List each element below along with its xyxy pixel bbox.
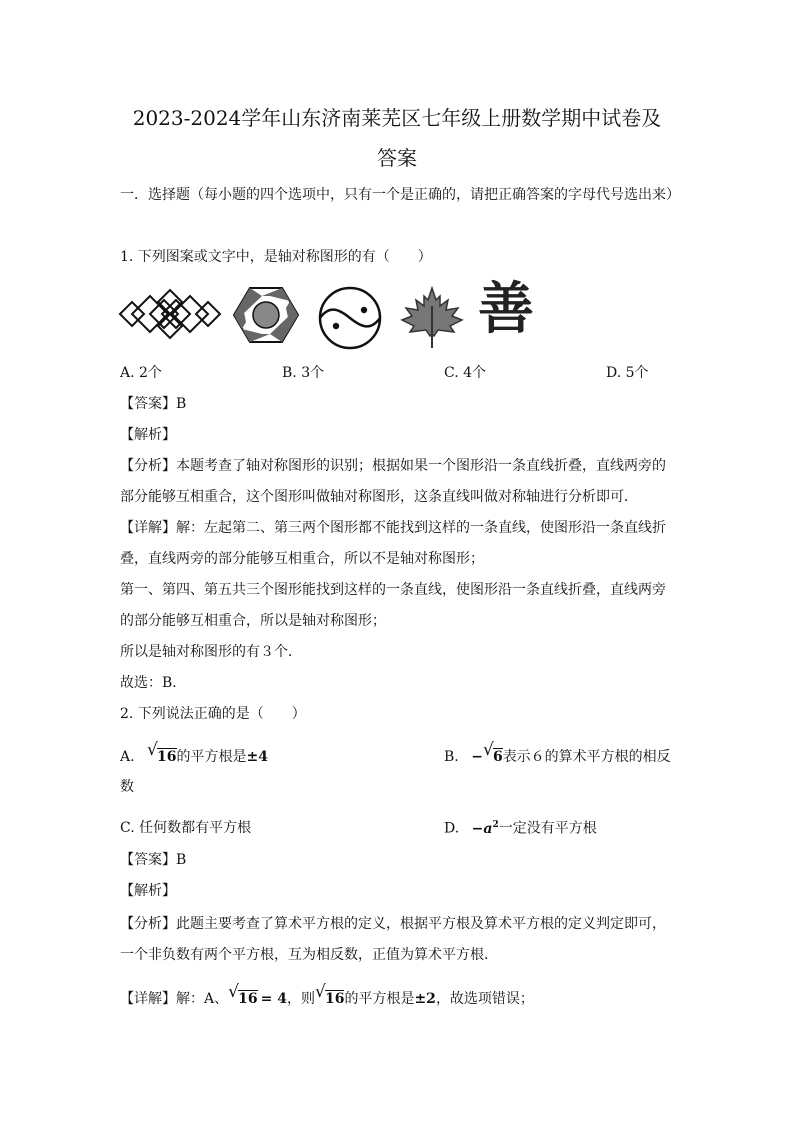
q1-stem: 1. 下列图案或文字中，是轴对称图形的有（ ） [120, 249, 432, 265]
q2-detail-radicand2: 16 [324, 991, 345, 1007]
q2-detail-mid: ，则 [286, 991, 315, 1007]
maple-leaf-figure [400, 286, 464, 350]
taiji-symbol-figure [316, 286, 384, 350]
q2-detail-end: ，故选项错误； [435, 991, 534, 1007]
q2-stem: 2. 下列说法正确的是（ ） [120, 706, 306, 722]
q2-option-d-text: 一定没有平方根 [498, 820, 597, 837]
q1-answer: 【答案】B [120, 396, 187, 412]
q2-option-d-prefix: D. [444, 820, 460, 837]
q2-detail-eq: = 4 [260, 991, 287, 1007]
q2-option-a-prefix: A. [120, 749, 135, 765]
section-heading: 一．选择题（每小题的四个选项中，只有一个是正确的，请把正确答案的字母代号选出来） [120, 187, 680, 203]
q2-detail-sqrt1: √ 16 [228, 982, 258, 1007]
chinese-character-figure: 善 [478, 277, 534, 342]
knot-pattern-figure [118, 286, 222, 342]
hexagon-pattern-figure [232, 286, 300, 344]
q1-detail-line4: 的部分能够互相重合，所以是轴对称图形； [120, 613, 386, 629]
q2-detail-radicand1: 16 [238, 991, 258, 1007]
q2-option-b-sqrt: √ 6 [482, 740, 503, 765]
q2-detail-prefix: 【详解】解：A、 [120, 991, 229, 1007]
q2-option-b-radicand: 6 [492, 749, 503, 765]
q1-fenxi-line1: 【分析】本题考查了轴对称图形的识别；根据如果一个图形沿一条直线折叠，直线两旁的 [120, 458, 666, 474]
q2-detail-sqrt2: √ 16 [314, 982, 345, 1007]
q1-detail-line2: 叠，直线两旁的部分能够互相重合，所以不是轴对称图形； [120, 551, 484, 567]
q2-option-a-sqrt: √ 16 [147, 740, 177, 765]
q1-analysis-label: 【解析】 [120, 427, 176, 443]
q1-detail-line5: 所以是轴对称图形的有３个． [120, 644, 302, 660]
q2-option-b-minus: − [471, 749, 483, 765]
q1-detail-line3: 第一、第四、第五共三个图形能找到这样的一条直线，使图形沿一条直线折叠，直线两旁 [120, 582, 666, 598]
q2-option-d-math: −a [471, 820, 493, 837]
q2-option-a-text: 的平方根是 [176, 749, 247, 765]
q2-option-d [444, 821, 597, 836]
q2-option-a-radicand: 16 [157, 749, 177, 765]
q1-option-d: D. 5个 [606, 365, 649, 381]
q1-fenxi-line2: 部分能够互相重合，这个图形叫做轴对称图形，这条直线叫做对称轴进行分析即可． [120, 489, 638, 505]
document-title-line1: 2023-2024学年山东济南莱芜区七年级上册数学期中试卷及 [132, 106, 662, 130]
q2-detail-line1 [120, 982, 534, 1007]
q2-option-b-prefix: B. [444, 749, 459, 765]
q2-option-b-continued: 数 [120, 779, 134, 795]
q2-option-c: C. 任何数都有平方根 [120, 820, 252, 836]
q2-fenxi-line2: 一个非负数有两个平方根，互为相反数，正值为算术平方根． [120, 947, 498, 963]
q2-option-b-text: 表示６的算术平方根的相反 [502, 749, 671, 765]
q2-option-b [444, 740, 671, 765]
q2-detail-text: 的平方根是 [344, 991, 415, 1007]
q2-analysis-label: 【解析】 [120, 883, 176, 899]
q2-detail-value: ±2 [414, 991, 436, 1007]
q1-option-a: A. 2个 [120, 365, 162, 381]
q1-detail-line1: 【详解】解：左起第二、第三两个图形都不能找到这样的一条直线，使图形沿一条直线折 [120, 520, 666, 536]
document-title-line2: 答案 [377, 146, 417, 170]
q1-option-c: C. 4个 [444, 365, 487, 381]
q2-option-a-value: ±4 [246, 749, 268, 765]
q2-fenxi-line1: 【分析】此题主要考查了算术平方根的定义，根据平方根及算术平方根的定义判定即可， [120, 916, 666, 932]
q1-option-b: B. 3个 [282, 365, 325, 381]
q2-answer: 【答案】B [120, 852, 187, 868]
q2-option-d-exponent: 2 [492, 820, 499, 830]
q1-choice: 故选：B． [120, 675, 187, 691]
q2-option-a [120, 740, 268, 765]
